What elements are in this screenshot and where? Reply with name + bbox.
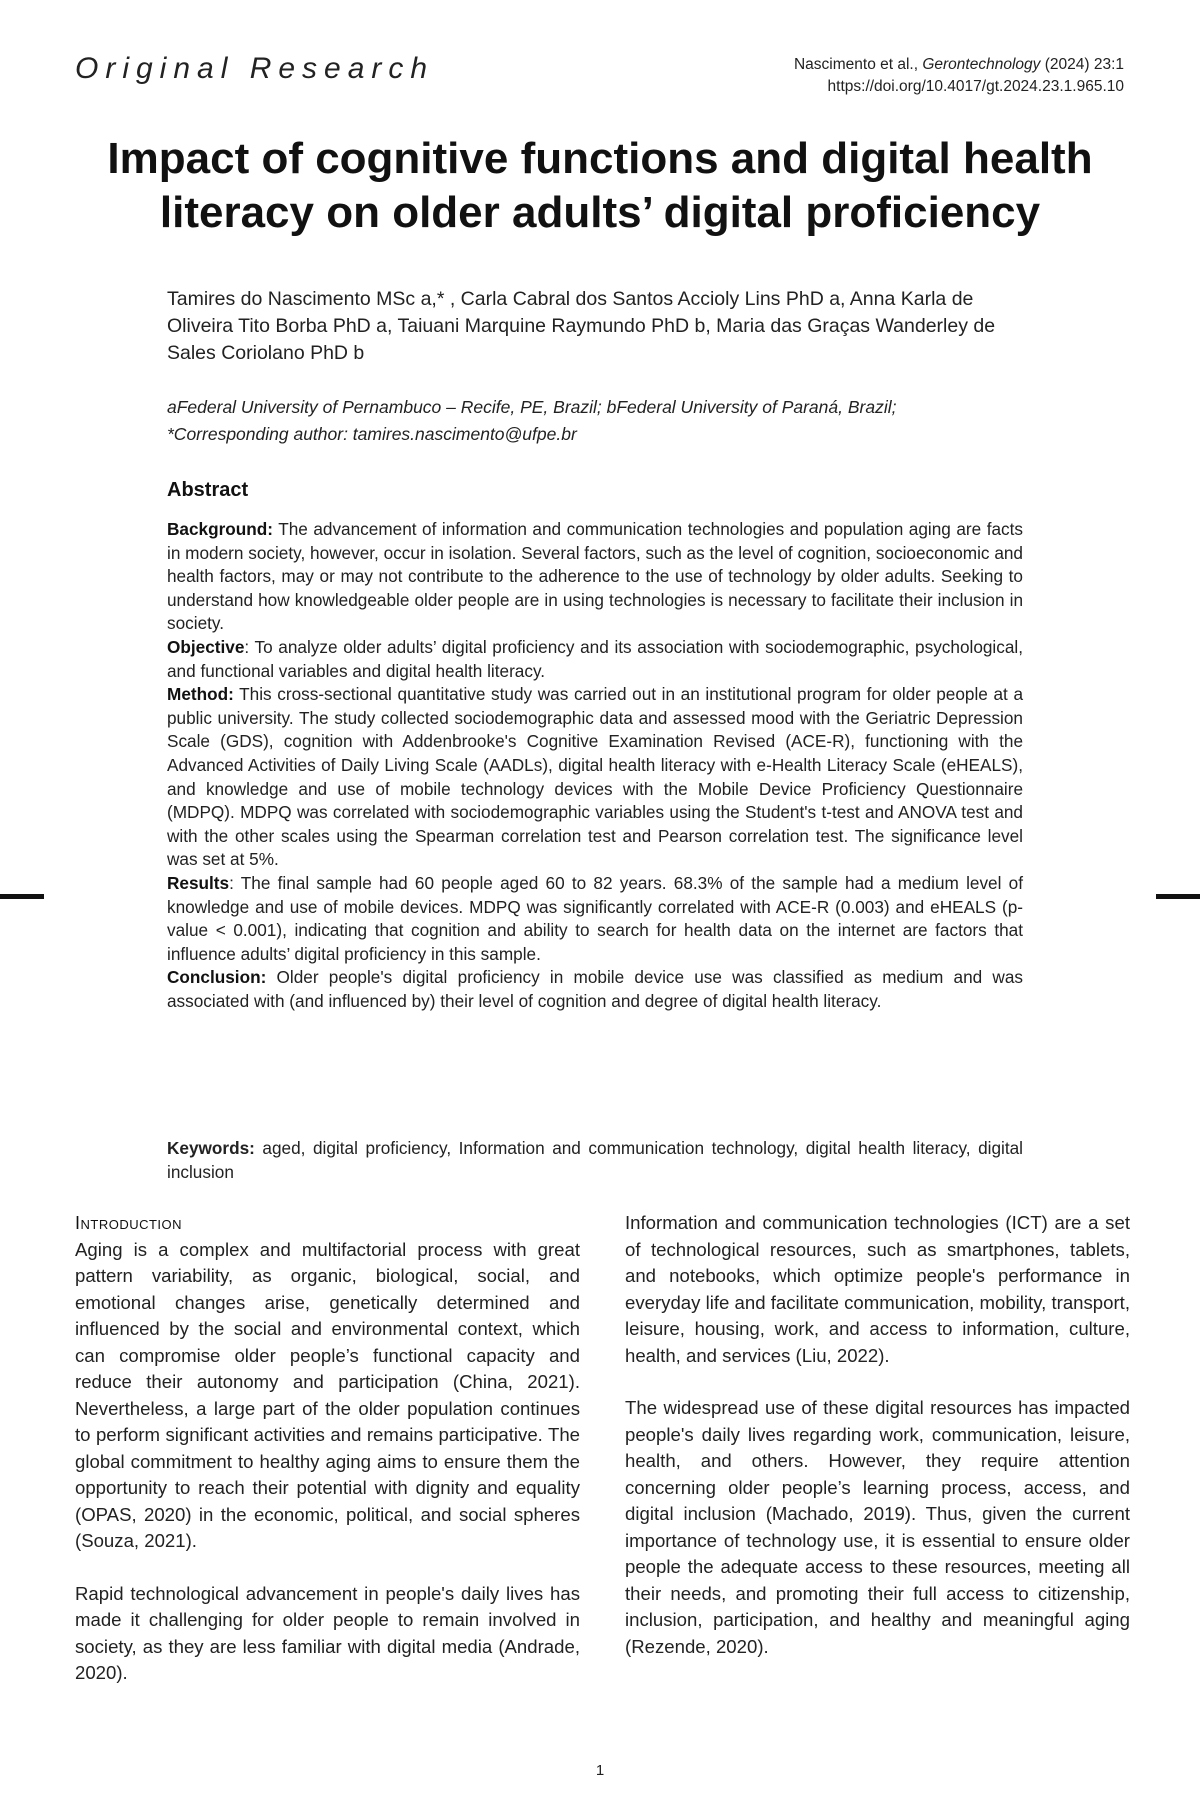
abstract-results (167, 872, 1023, 966)
objective-label: Objective (167, 636, 245, 657)
paragraph: Rapid technological advancement in people's daily lives has made it challenging for older people to remain involved in society, as they are less familiar with digital media (Andrade, 2020). (75, 1582, 580, 1683)
abstract-background (167, 518, 1023, 636)
conclusion-label: Conclusion: (167, 967, 267, 988)
abstract-heading: Abstract (167, 479, 249, 501)
keywords-label: Keywords: (167, 1138, 255, 1158)
article-title: Impact of cognitive functions and digital health literacy on older adults’ digital proficiency (107, 134, 1093, 237)
citation-line (794, 54, 1124, 76)
citation-block (794, 54, 1124, 98)
paragraph-gap (75, 1555, 580, 1581)
section-label: Original Research (75, 52, 435, 85)
citation-volume: (2024) 23:1 (1040, 56, 1124, 73)
method-text: This cross-sectional quantitative study was carried out in an institutional program for older people at a public university. The study collected sociodemographic data and assessed mood with the Geriatric Depression Scale (GDS), cognition with Addenbrooke's Cognitive Examination Revised (ACE-R), functioning with the Advanced Activities of Daily Living Scale (AADLs), digital health literacy with e-Health Literacy Scale (eHEALS), and knowledge and use of mobile technology devices with the Mobile Device Proficiency Questionnaire (MDPQ). MDPQ was correlated with sociodemographic variables using the Student's t-test and ANOVA test and with the other scales using the Spearman correlation test and Pearson correlation test. The significance level was set at 5%. (167, 684, 1023, 870)
doi-link[interactable]: https://doi.org/10.4017/gt.2024.23.1.965.10 (827, 78, 1124, 95)
abstract-conclusion (167, 966, 1023, 1013)
introduction-heading: Introduction (75, 1213, 183, 1233)
results-text: : The final sample had 60 people aged 60 to 82 years. 68.3% of the sample had a medium level of knowledge and use of mobile devices. MDPQ was significantly correlated with ACE-R (0.003) and eHEALS (p-value < 0.001), indicating that cognition and ability to search for health data on the internet are factors that influence adults’ digital proficiency in this sample. (167, 872, 1023, 964)
paragraph: The widespread use of these digital resources has impacted people's daily lives regarding work, communication, leisure, health, and others. However, they require attention concerning older people’s learning process, access, and digital inclusion (Machado, 2019). Thus, given the current importance of technology use, it is essential to ensure older people the adequate access to these resources, meeting all their needs, and promoting their full access to citizenship, inclusion, participation, and healthy and meaningful aging (Rezende, 2020). (625, 1397, 1130, 1657)
affiliations (167, 394, 1047, 448)
background-text: The advancement of information and communication technologies and population aging are facts in modern society, however, occur in isolation. Several factors, such as the level of cognition, socioeconomic and health factors, may or may not contribute to the adherence to the use of technology by older adults. Seeking to understand how knowledgeable older people are in using technologies is necessary to facilitate their inclusion in society. (167, 519, 1023, 634)
paragraph: Aging is a complex and multifactorial process with great pattern variability, as organic, biological, social, and emotional changes arise, genetically determined and influenced by the social and environmental context, which can compromise older people’s functional capacity and reduce their autonomy and participation (China, 2021). Nevertheless, a large part of the older population continues to perform significant activities and remains participative. The global commitment to healthy aging aims to ensure them the opportunity to reach their potential with dignity and equality (OPAS, 2020) in the economic, political, and social spheres (Souza, 2021). (75, 1238, 580, 1551)
left-column (75, 1210, 580, 1687)
left-margin-mark (0, 894, 44, 899)
background-label: Background: (167, 519, 273, 539)
abstract-method (167, 683, 1023, 872)
paragraph-gap (625, 1369, 1130, 1395)
abstract-objective (167, 636, 1023, 683)
results-label: Results (167, 872, 230, 893)
citation-authors: Nascimento et al., (793, 56, 923, 73)
right-column (625, 1210, 1130, 1660)
paragraph: Information and communication technologies (ICT) are a set of technological resources, such as smartphones, tablets, and notebooks, which optimize people's performance in everyday life and facilitate communication, mobility, transport, leisure, housing, work, and access to information, culture, health, and services (Liu, 2022). (625, 1212, 1131, 1366)
keywords (167, 1136, 1023, 1184)
citation-journal: Gerontechnology (922, 56, 1041, 73)
corresponding-author: *Corresponding author: tamires.nascimento@ufpe.br (167, 424, 577, 444)
author-list: Tamires do Nascimento MSc a,* , Carla Cabral dos Santos Accioly Lins PhD a, Anna Karla de Oliveira Tito Borba PhD a, Taiuani Marquine Raymundo PhD b, Maria das Graças Wanderley de Sales Coriolano PhD b (167, 288, 996, 364)
keywords-text: aged, digital proficiency, Information and communication technology, digital health literacy, digital inclusion (167, 1138, 1023, 1182)
right-margin-mark (1156, 894, 1200, 899)
conclusion-text: Older people's digital proficiency in mobile device use was classified as medium and was associated with (and influenced by) their level of cognition and degree of digital health literacy. (167, 967, 1023, 1011)
method-label: Method: (167, 684, 234, 705)
abstract-body (167, 518, 1023, 1013)
affiliation-line: aFederal University of Pernambuco – Recife, PE, Brazil; bFederal University of Paraná, Brazil; (167, 397, 897, 417)
page-number: 1 (595, 1762, 605, 1779)
objective-text: : To analyze older adults’ digital proficiency and its association with sociodemographic, psychological, and functional variables and digital health literacy. (167, 636, 1023, 681)
